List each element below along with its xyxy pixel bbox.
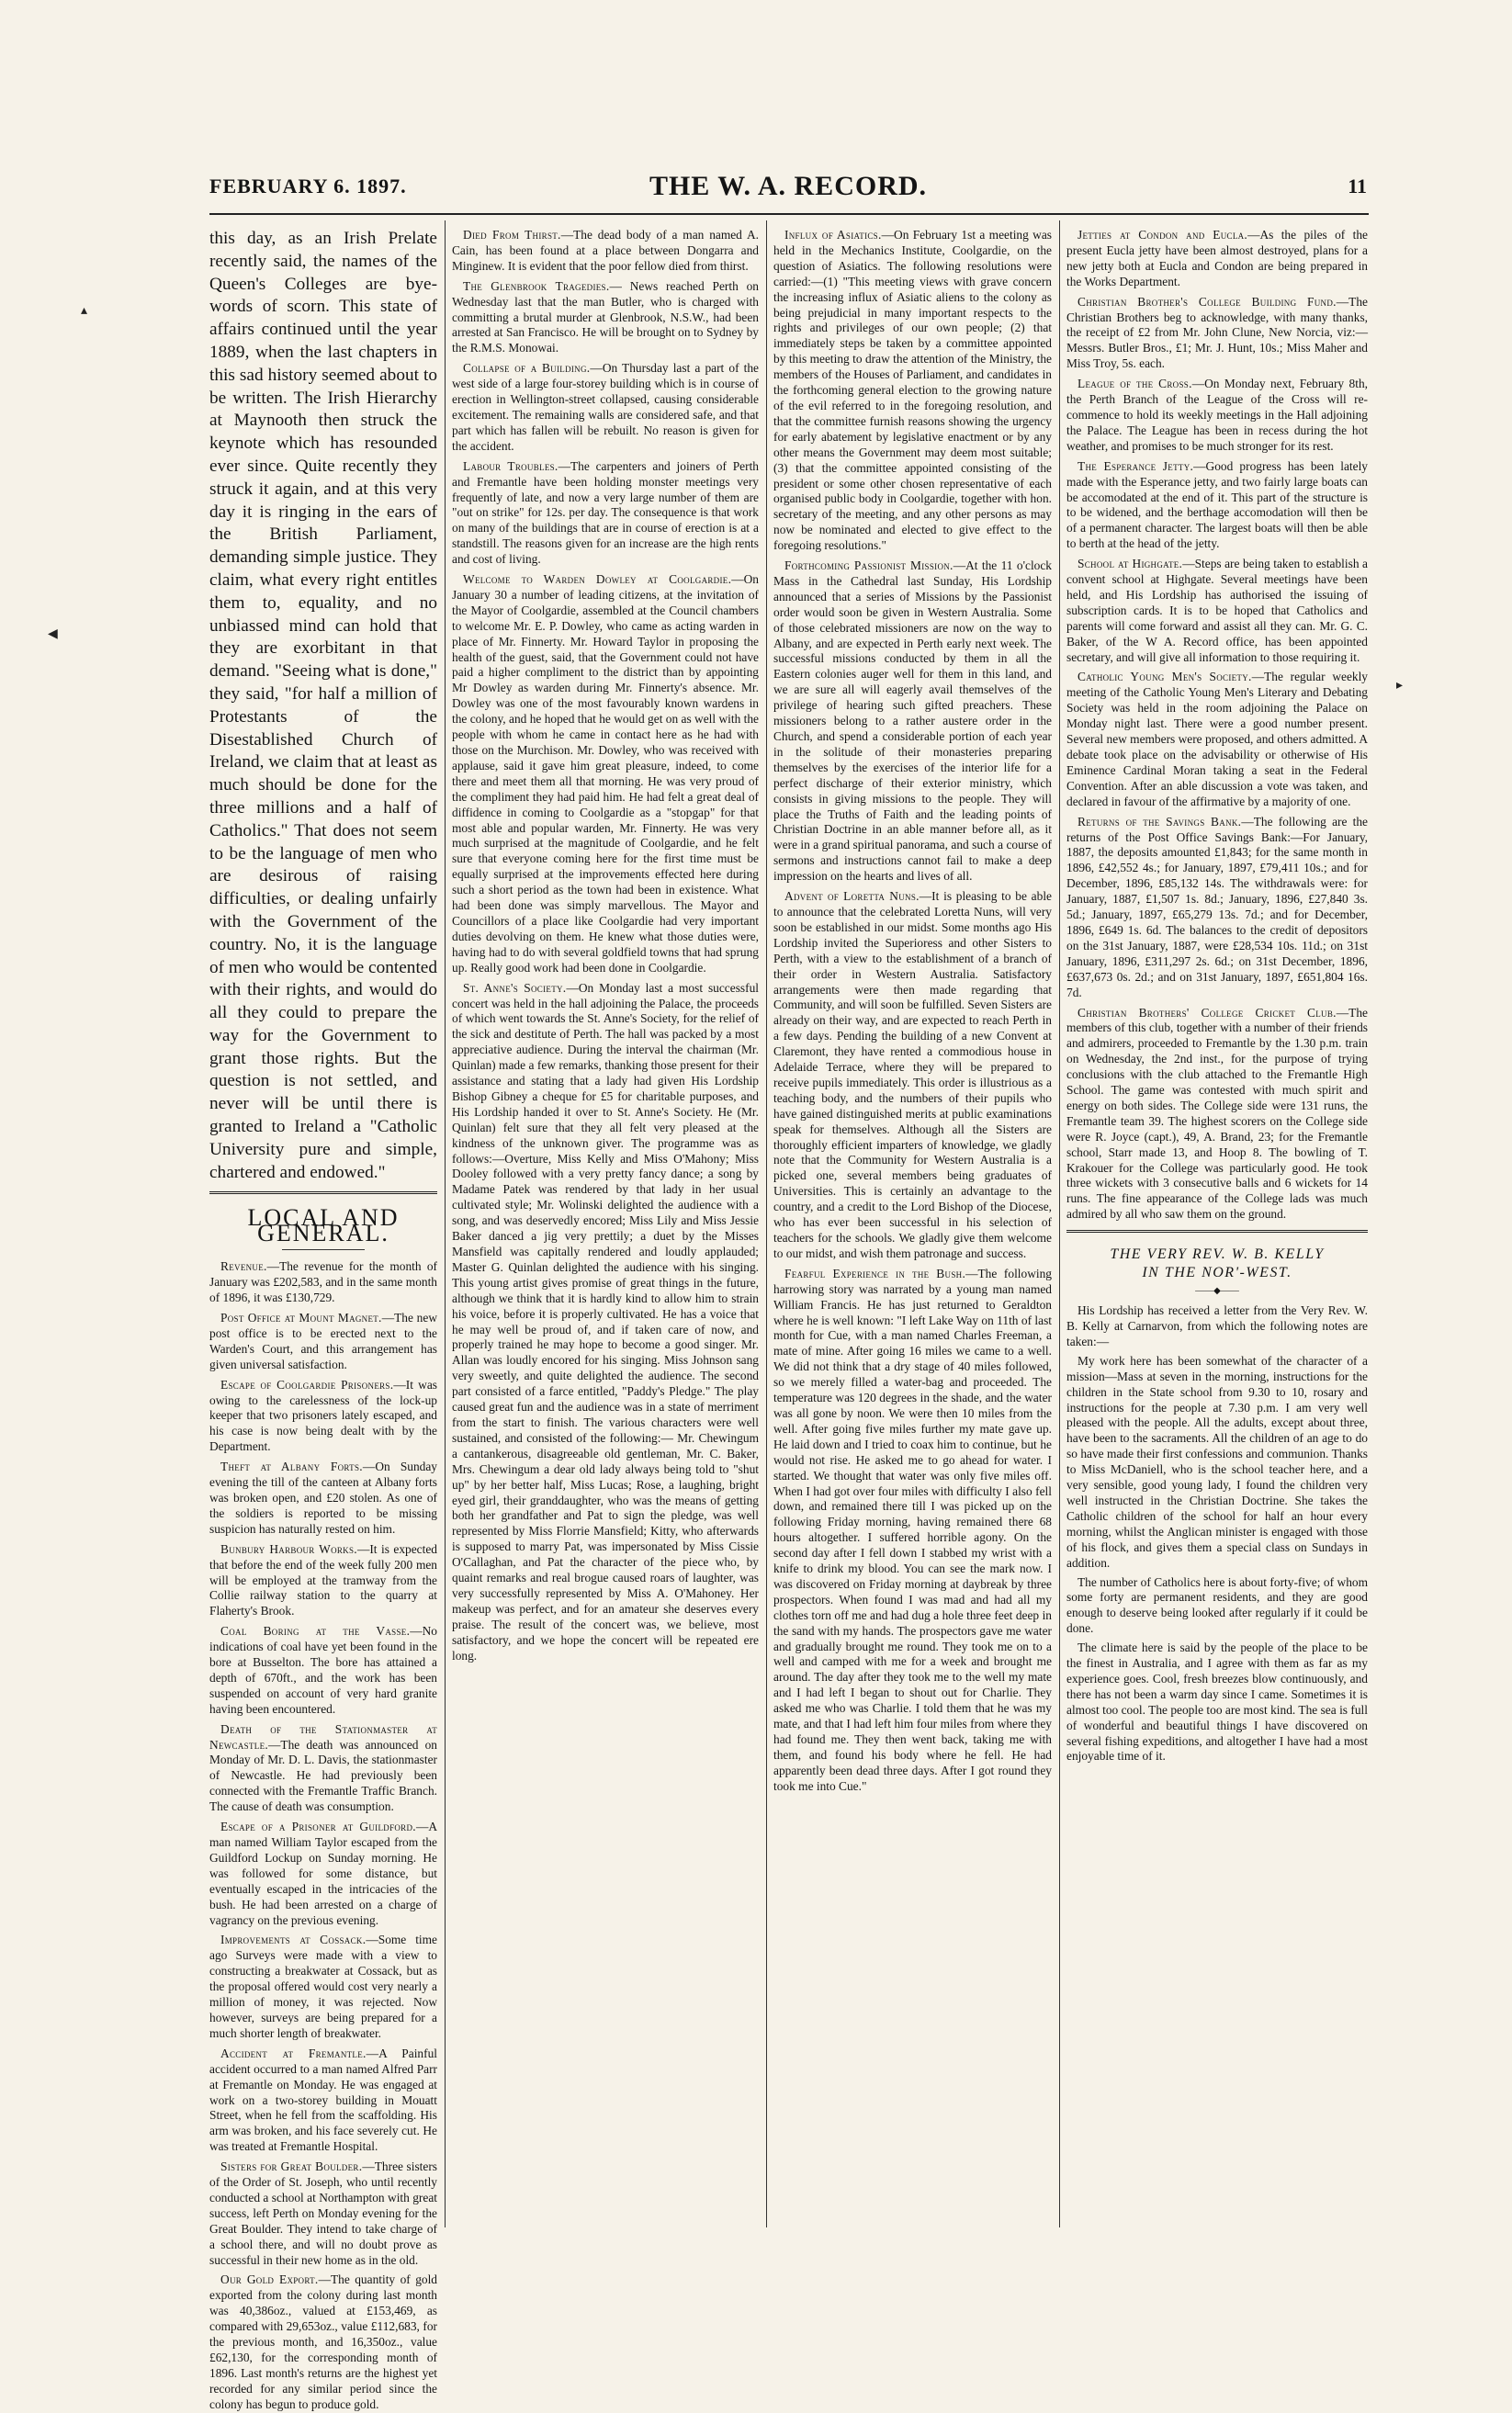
news-item-heading: Labour Troubles. xyxy=(463,458,559,473)
news-item-heading: School at Highgate. xyxy=(1078,557,1183,571)
article-body xyxy=(1066,1303,1368,1765)
news-item xyxy=(773,1267,1052,1795)
ornament-divider: ——◆—— xyxy=(1195,1286,1239,1297)
news-item-heading: Returns of the Savings Bank. xyxy=(1078,814,1242,829)
news-item xyxy=(452,459,759,568)
news-item-heading: Bunbury Harbour Works. xyxy=(220,1541,357,1556)
news-item-text: —The following are the returns of the Post Office Savings Bank:—For January, 1887, the deposits amounted £1,843; for the same month in 1896, £42,552 4s.; for January, 1897, £79,411 10s.; and for December, 1896, £85,132 14s. The withdrawals were: for January, 1887, £1,507 1s. 8d.; January, 1896, £27,840 3s. 5d.; January, 1897, £65,279 13s. 7d.; and for December, 1896, £649 1s. 6d. The balances to the credit of depositors on the 31st January, 1887, were £28,534 10s. 11d.; on 31st January, 1896, £311,297 2s. 6d.; on 31st December, 1896, £637,673 0s. 2d.; and on 31st January, 1897, £651,804 16s. 7d. xyxy=(1066,814,1369,999)
news-item xyxy=(452,279,759,357)
news-item xyxy=(1066,815,1368,1001)
news-item-heading: Welcome to Warden Dowley at Coolgardie. xyxy=(463,572,732,587)
editorial-continuation xyxy=(209,228,437,1184)
news-item xyxy=(1066,295,1368,373)
news-item-text: —The quantity of gold exported from the colony during last month was 40,386oz., valued at £153,469, as compared with 29,653oz., value £112,683, for the previous month, and 16,350oz., value £62,130, for the corresponding month of 1896. Last month's returns are the highest yet recorded for any similar period since the colony has begun to produce gold. xyxy=(209,2272,437,2411)
section-rule xyxy=(209,1191,437,1194)
news-item-text: —Good progress has been lately made with the Esperance jetty, and two fairly large boats can be accomodated at the end of it. This part of the structure is to be widened, and the berthage accomodation will then be of a permanent character. The largest boats will then be able to berth at the head of the jetty. xyxy=(1066,458,1368,551)
news-item-heading: Death of the Stationmaster at Newcastle. xyxy=(209,1721,437,1752)
article-rule xyxy=(1066,1230,1368,1233)
news-item-heading: Died From Thirst. xyxy=(463,228,561,242)
issue-date: FEBRUARY 6. 1897. xyxy=(209,175,407,197)
news-item-text: —Some time ago Surveys were made with a view to constructing a breakwater at Cossack, but as the proposal offered would cost very nearly a million of money, it was rejected. Now however, surveys are being prepared for a much shorter length of breakwater. xyxy=(209,1933,437,2040)
article-paragraph: The number of Catholics here is about forty-five; of whom some forty are permanent residents, and they are good enough to deserve being looked after regularly if it could be done. xyxy=(1066,1574,1368,1636)
news-item xyxy=(209,1542,437,1620)
news-item-heading: The Glenbrook Tragedies. xyxy=(463,278,610,293)
news-items xyxy=(452,228,759,1663)
news-item-text: —The following harrowing story was narrated by a young man named William Francis. He has just returned to Geraldton where he is well known: "I left Lake Way on 11th of last month for Cue, with a man named Charles Freeman, a mate of mine. After going 16 miles we came to a well. We did not think that a dry stage of 40 miles followed, so we merely filled a water-bag and proceeded. The temperature was 120 degrees in the shade, and the water was all gone by noon. We were then 10 miles from the well. After going five miles further my mate gave up. He laid down and I tried to coax him to continue, but he would not rise. He asked me to go ahead for water. I started. We thought that water was only five miles off. When I had got over four miles with difficulty I also fell down, and remained there till I was picked up on the following Friday morning, having remained there 68 hours altogether. I suffered horrible agony. On the second day after I fell down I stabbed my wrist with a knife to drink my blood. You can see the mark now. I was discovered on Friday morning at daybreak by three prospectors. When found I was mad and had all my clothes torn off me and had dug a hole three feet deep in the sand with my hands. The prospectors gave me water and gradually brought me round. They took me on to a well and camped with me for a week and brought me around. The day after they took me to the well my mate and I had left I began to shout out for Charlie. They asked me who was Charlie. I told them that he was my mate, and that I had left him four miles from where they had found me. They then went back, taking me with them, and found his body where he fell. He had apparently been dead three days. After I got round they took me into Cue." xyxy=(773,1266,1052,1793)
news-item-text: —The new post office is to be erected next to the Warden's Court, and this arrangement has given universal satisfaction. xyxy=(209,1311,437,1371)
news-item-text: —As the piles of the present Eucla jetty have been almost destroyed, plans for a new jetty both at Eucla and Condon are being prepared in the Works Department. xyxy=(1066,228,1368,288)
news-item-text: —The carpenters and joiners of Perth and Fremantle have been holding monster meetings very frequently of late, and now a very large number of them are "out on strike" for 12s. per day. The consequence is that work on many of the buildings that are in course of erection is at a standstill. The reasons given for an increase are the high rents and cost of living. xyxy=(452,458,759,567)
news-item-heading: St. Anne's Society. xyxy=(463,980,567,995)
news-item-heading: Improvements at Cossack. xyxy=(220,1933,367,1947)
news-item-text: —On Monday next, February 8th, the Perth Branch of the League of the Cross will re-commence to hold its weekly meetings in the Hall adjoining the Palace. The League has been in recess during the hot weather, and promises to be much stronger for its rest. xyxy=(1066,377,1368,453)
news-item-heading: Catholic Young Men's Society. xyxy=(1078,670,1252,684)
column-divider xyxy=(1059,220,1060,2227)
news-items xyxy=(1066,228,1368,1223)
column-3 xyxy=(773,228,1052,2230)
news-item xyxy=(209,1624,437,1717)
news-item-heading: Fearful Experience in the Bush. xyxy=(784,1266,966,1280)
news-item-heading: Theft at Albany Forts. xyxy=(220,1460,363,1474)
article-title-line: IN THE NOR'-WEST. xyxy=(1142,1265,1292,1281)
page-number: 11 xyxy=(1348,175,1367,197)
section-underline xyxy=(282,1249,365,1250)
news-item-heading: Coal Boring at the Vasse. xyxy=(220,1624,411,1639)
news-item-text: —No indications of coal have yet been found in the bore at Busselton. The bore has attained a depth of 670ft., and the work has been suspended on account of very hard granite having been encountered. xyxy=(209,1624,437,1716)
news-item xyxy=(209,1933,437,2041)
news-item xyxy=(209,2159,437,2268)
news-item-heading: The Esperance Jetty. xyxy=(1078,458,1194,473)
news-item-heading: Escape of Coolgardie Prisoners. xyxy=(220,1377,394,1392)
margin-mark: ◀ xyxy=(48,626,58,641)
news-item xyxy=(773,889,1052,1262)
news-item-text: —On Sunday evening the till of the canteen at Albany forts was broken open, and £20 stolen. As one of the soldiers is reported to be missing suspicion has naturally rested on him. xyxy=(209,1460,437,1536)
news-item-heading: Sisters for Great Boulder. xyxy=(220,2159,363,2174)
article-paragraph: The climate here is said by the people of the place to be the finest in Australia, and I agree with them as far as my experience goes. Cool, fresh breezes blow continuously, and there has not been a warm day since I came. Sometimes it is almost too cool. The people too are most kind. The sea is full of wonderful and beautiful things I have discovered on several fishing expeditions, and altogether I have had a most enjoyable time of it. xyxy=(1066,1641,1368,1764)
margin-mark: ▸ xyxy=(1396,678,1404,693)
news-item-text: —On Monday last a most successful concert was held in the hall adjoining the Palace, the proceeds of which went towards the St. Anne's Society, for the relief of the sick and destitute of Perth. The hall was packed by a most appreciative audience. During the interval the chairman (Mr. Quinlan) made a few remarks, thanking those present for their assistance and stating that a lady had given His Lordship Bishop Gibney a cheque for £5 for charitable purposes, and His Lordship handed it over to St. Anne's Society. He (Mr. Quinlan) felt sure that they all felt very pleased at the kindness of the unknown giver. The programme was as follows:—Overture, Miss Kelly and Miss O'Mahony; Miss Dooley followed with a very pretty fancy dance; a song by Madame Patek was rendered by that lady in her usual cultivated style; Mr. Wolinski delighted the audience with a song, and was deservedly encored; Miss Lily and Miss Jessie Baker danced a jig very prettily; a duet by the Misses Mansfield was capitally rendered and loudly applauded; Master G. Quinlan delighted the audience with his singing. This young artist gives promise of great things in the future, although we think that it is hardly kind to allow him to strain his voice, before it is properly cultivated. He has a voice that he may well be proud of, and if taken care of now, and properly trained he may hope to become a good singer. Mr. Allan was loudly encored for his singing. Miss Johnson sang very sweetly, and quite delighted the audience. The second part consisted of a farce entitled, "Paddy's Pledge." The play caused great fun and the audience was in a state of merriment from the start to finish. The various characters were well sustained, and consisted of the following:— Mr. Chewingum a cantankerous, disagreeable old gentleman, Mr. C. Baker, Mrs. Chewingum a dear old lady always being told to "shut up" by her better half, Miss Lucas; Rose, a laughing, bright eyed girl, their granddaughter, who was the means of getting both her grandfather and Pat to sign the pledge, was well represented by Miss Florrie Mansfield; Kitty, who afterwards is supposed to marry Pat, was impersonated by Miss Cissie O'Callaghan, and Pat the character of the piece who, by quaint remarks and real brogue caused roars of laughter, was very successfully represented by Miss A. O'Mahoney. Her makeup was perfect, and for an amateur she deserves every praise. The result of the concert was, we believe, most satisfactory, and we hope the concert will be repeated ere long. xyxy=(452,980,759,1663)
news-item-text: —On January 30 a number of leading citizens, at the invitation of the Mayor of Coolgardie, assembled at the Council chambers to welcome Mr. E. P. Dowley, who came as acting warden in place of Mr. Finnerty. Mr. Howard Taylor in proposing the health of the guest, said, that the Government could not have paid a higher compliment to the district than by appointing Mr Dowley as warden during Mr. Finnerty's absence. Mr. Dowley was one of the most favourably known wardens in the colony, and he hoped that he would get on as well with the people with whom he came in contact here as he had with those on the Murchison. Mr. Dowley, who was received with applause, said it gave him great pleasure, indeed, to come there and meet them all that morning. He was very proud of the compliment they had paid him. He had felt a great deal of diffidence in coming to Coolgardie as a "stopgap" for that most able and popular warden, Mr. Finnerty. He was very much surprised at the magnitude of Coolgardie, and he felt sure that everyone coming here for the first time must be equally surprised at the improvements effected here during such a short period as the town had been in existence. What had been done was simply marvellous. The Mayor and Councillors of a place like Coolgardie had very important duties devolving on them. He knew what those duties were, having had to do with several goldfield towns that had sprung up. Really good work had been done in Coolgardie. xyxy=(452,572,759,975)
article-paragraph: My work here has been somewhat of the character of a mission—Mass at seven in the morning, instructions for the children in the State school from 9.30 to 10, rosary and instructions for the people at 7.30 p.m. I am very well pleased with the people. All the adults, except about three, have been to the sacraments. All the children of an age to do so have made their first confessions and communion. Thanks to Miss McDaniell, who is the school teacher here, and a very sensible, good young lady, I found the children very well instructed in the Christian Doctrine. She takes the Catholic children of the school for half an hour every morning, whilst the Anglican minister is engaged with those of his flock, and gives them a special class on Sundays in addition. xyxy=(1066,1353,1368,1570)
news-item xyxy=(209,1460,437,1538)
news-item xyxy=(773,228,1052,554)
news-item xyxy=(1066,557,1368,665)
editorial-text: this day, as an Irish Prelate recently said, the names of the Queen's Colleges are bye-words of scorn. This state of affairs continued until the year 1889, when the last chapters in this sad history seemed about to be written. The Irish Hierarchy at Maynooth then struck the keynote which has resounded ever since. Quite recently they struck it again, and at this very day it is ringing in the ears of the British Parliament, demanding simple justice. They claim, what every right entitles them to, equality, and no unbiassed mind can hold that they are exorbitant in that demand. "Seeing what is done," they said, "for half a million of Protestants of the Disestablished Church of Ireland, we claim that at least as much should be done for the three millions and a half of Catholics." That does not seem to be the language of men who are desirous of raising difficulties, or dealing unfairly with the Government of the country. No, it is the language of men who would be contented with their rights, and would do all they could to prepare the way for the Government to grant those rights. But the question is not settled, and never will be until there is granted to Ireland a "Catholic University pure and simple, chartered and endowed." xyxy=(209,229,437,1182)
news-item-text: —The members of this club, together with a number of their friends and admirers, proceeded to Fremantle by the 1.30 p.m. train on Wednesday, the 2nd inst., for the purpose of trying conclusions with the club attached to the Fremantle High School. The game was contested with much spirit and energy on both sides. The College side were 131 runs, the Fremantle team 39. The highest scorers on the College side were R. Joyce (capt.), 49, A. Brand, 23; for the Fremantle school, Starr made 13, and Hoop 8. The bowling of T. Krakouer for the College was particularly good. He took three wickets with 3 consecutive balls and 6 wickets for 14 runs. The fine appearance of the College lads was much admired by all who saw them on the ground. xyxy=(1066,1005,1368,1222)
news-item xyxy=(452,361,759,454)
news-item-heading: Accident at Fremantle. xyxy=(220,2046,367,2060)
news-item xyxy=(1066,377,1368,455)
news-item xyxy=(209,1311,437,1373)
news-item-heading: Christian Brother's College Building Fund. xyxy=(1078,294,1337,309)
news-item-heading: Jetties at Condon and Eucla. xyxy=(1078,228,1248,242)
news-item xyxy=(209,1722,437,1815)
column-divider xyxy=(445,220,446,2227)
news-item-text: —On Thursday last a part of the west side of a large four-storey building which is in course of erection in Wellington-street collapsed, causing considerable excitement. The remaining walls are considered safe, and that part which has fallen will be rebuilt. No reason is given for the accident. xyxy=(452,361,759,453)
news-item-heading: League of the Cross. xyxy=(1078,377,1192,391)
news-item xyxy=(1066,670,1368,809)
section-heading: LOCAL AND GENERAL. xyxy=(247,1204,400,1247)
page-header xyxy=(209,171,1367,206)
column-1 xyxy=(209,228,437,2411)
news-item xyxy=(209,2272,437,2412)
news-item xyxy=(452,981,759,1664)
news-items xyxy=(209,1259,437,2412)
news-item-text: —The regular weekly meeting of the Catholic Young Men's Literary and Debating Society was held in the room adjoining the Palace on Monday night last. There were a good number present. Several new members were proposed, and others admitted. A debate took place on the advisability or otherwise of His Eminence Cardinal Moran taking a seat in the Federal Convention. After an able discussion a vote was taken, and declared in favour of the affirmative by a majority of one. xyxy=(1066,670,1368,808)
news-item xyxy=(209,1820,437,1928)
news-item-text: —It is expected that before the end of the week fully 200 men will be employed at the tramway from the Collie railway station to the quarry at Flaherty's Brook. xyxy=(209,1541,437,1618)
news-item-text: —On February 1st a meeting was held in the Mechanics Institute, Coolgardie, on the question of Asiatics. The following resolutions were carried:—(1) "This meeting views with grave concern the increasing influx of Asiatic aliens to the colony as being prejudicial in many important respects to the rights and privileges of our own people; (2) that immediately steps be taken by a committee appointed by this meeting to draw the attention of the Ministry, the members of the Houses of Parliament, and candidates in the forthcoming general election to the growing nature of the evil referred to in the foregoing resolution, and that the committee furnish reasons showing the urgency for early abatement by legislative enactment or by any other means the Government may deem most suitable; (3) that the committee appointed consisting of the president or some other chosen representative of each organised public body in Coolgardie, together with hon. secretary of the meeting, and any other persons as may now be nominated and elected to give effect to the foregoing resolutions." xyxy=(773,228,1052,553)
news-item-heading: Forthcoming Passionist Mission. xyxy=(784,558,953,573)
article-title-line: THE VERY REV. W. B. KELLY xyxy=(1110,1246,1325,1263)
news-item xyxy=(209,1378,437,1456)
column-4 xyxy=(1066,228,1368,2230)
column-divider xyxy=(766,220,767,2227)
news-item-text: —A man named William Taylor escaped from the Guildford Lockup on Sunday morning. He was followed for some distance, but eventually escaped in the intricacies of the bush. He had been arrested on a charge of vagrancy on the previous evening. xyxy=(209,1820,437,1927)
masthead-title: THE W. A. RECORD. xyxy=(649,171,928,201)
news-item xyxy=(452,228,759,275)
news-item xyxy=(773,558,1052,885)
news-item-heading: Escape of a Prisoner at Guildford. xyxy=(220,1820,416,1834)
news-item xyxy=(1066,228,1368,290)
news-item-heading: Influx of Asiatics. xyxy=(784,228,882,242)
news-item-heading: Revenue. xyxy=(220,1259,267,1274)
article-paragraph: His Lordship has received a letter from the Very Rev. W. B. Kelly at Carnarvon, from which the following notes are taken:— xyxy=(1066,1303,1368,1348)
news-item-heading: Advent of Loretta Nuns. xyxy=(784,889,920,904)
news-item-heading: Post Office at Mount Magnet. xyxy=(220,1311,382,1325)
news-item xyxy=(452,572,759,976)
news-item-heading: Our Gold Export. xyxy=(220,2272,319,2287)
news-item-text: —It is pleasing to be able to announce that the celebrated Loretta Nuns, will very soon be established in our midst. Some months ago His Lordship invited the Superioress and other Sisters to Perth, with a view to the establishment of a branch of their order in Western Australia. Satisfactory arrangements were then made regarding that Community, and will soon be fulfilled. Seven Sisters are already on their way, and are expected to reach Perth in a few days. Pending the building of a new Convent at Claremont, they have rented a commodious house in Adelaide Terrace, where they will be prepared to receive pupils immediately. This order is illustrious as a teaching body, and the numbers of their pupils who have gained distinguished merits at public examinations speak for themselves. Although all the Sisters are thoroughly efficient imparters of knowledge, we gladly note that the Community for Western Australia is a picked one, several members being graduates of Universities. This is certainly an advantage to the country, and a credit to the Lord Bishop of the Diocese, who has ever been successful in his selection of teachers for the schools. We gladly give them welcome to our midst, and wish them patronage and success. xyxy=(773,889,1052,1260)
news-item xyxy=(209,1259,437,1306)
news-item-text: —It was owing to the carelessness of the lock-up keeper that two prisoners lately escaped, and his case is now being dealt with by the Department. xyxy=(209,1377,437,1454)
news-item xyxy=(1066,459,1368,552)
news-item xyxy=(209,2047,437,2155)
news-item-text: —The dead body of a man named A. Cain, has been found at a place between Dongarra and Minginew. It is evident that the poor fellow died from thirst. xyxy=(452,228,760,273)
news-item-text: —A Painful accident occurred to a man named Alfred Parr at Fremantle on Monday. He was engaged at work on a two-storey building in Mouatt Street, when he fell from the scaffolding. His arm was broken, and his face severely cut. He was treated at Fremantle Hospital. xyxy=(209,2046,437,2154)
margin-mark: ▴ xyxy=(81,303,88,318)
news-item-text: —At the 11 o'clock Mass in the Cathedral last Sunday, His Lordship announced that a series of Missions by the Passionist order would soon be given in Western Australia. Some of those celebrated missioners are now on the way to Albany, and are expected in Perth early next week. The successful missions conducted by them in all the Eastern colonies auger well for them in this land, and we are sure all will eagerly avail themselves of the privilege of hearing such gifted preachers. These missioners belong to a rather austere order in the Church, and spend a considerable portion of each year in the solitude of their monasteries preparing themselves by the exercises of the interior life for a perfect discharge of their exterior ministry, which consists in giving missions to the people. They will place the Truths of Faith and the leading points of Christian Doctrine in an able manner before all, as it were in a grand spiritual panorama, and such a course of sermons and instructions cannot fail to make a deep impression on the hearts and lives of all. xyxy=(773,558,1052,884)
article-title xyxy=(1066,1246,1368,1282)
news-item-text: —Three sisters of the Order of St. Joseph, who until recently conducted a school at Northampton with great success, left Perth on Monday evening for the Great Boulder. They intend to take charge of a school there, and will no doubt prove as successful in their new home as in the old. xyxy=(209,2159,437,2267)
news-item-text: —The Christian Brothers beg to acknowledge, with many thanks, the receipt of £2 from Mr. John Clune, New Norcia, viz:—Messrs. Butler Bros., £1; Mr. J. Hunt, 10s.; Miss Maher and Miss Troy, 5s. each. xyxy=(1066,294,1368,371)
column-2 xyxy=(452,228,759,2230)
header-rule xyxy=(209,213,1369,215)
news-item-heading: Collapse of a Building. xyxy=(463,361,591,376)
news-item xyxy=(1066,1006,1368,1223)
news-items xyxy=(773,228,1052,1795)
news-item-heading: Christian Brothers' College Cricket Club. xyxy=(1078,1005,1337,1020)
news-item-text: — News reached Perth on Wednesday last that the man Butler, who is charged with committing a brutal murder at Glenbrook, N.S.W., had been arrested at San Francisco. He will be brought on to Sydney by the R.M.S. Monowai. xyxy=(452,278,759,355)
news-item-text: —The revenue for the month of January was £202,583, and in the same month of 1896, it was £130,729. xyxy=(209,1259,437,1305)
news-item-text: —Steps are being taken to establish a convent school at Highgate. Several meetings have been held, and His Lordship has authorised the issuing of subscription cards. It is to be hoped that Catholics and parents will come forward and assist all they can. Mr. G. C. Baker, of the W A. Record office, has been appointed secretary, and will give all information to those requiring it. xyxy=(1066,557,1368,664)
news-item-text: —The death was announced on Monday of Mr. D. L. Davis, the stationmaster of Newcastle. He had previously been connected with the Fremantle Traffic Branch. The cause of death was consumption. xyxy=(209,1737,437,1814)
